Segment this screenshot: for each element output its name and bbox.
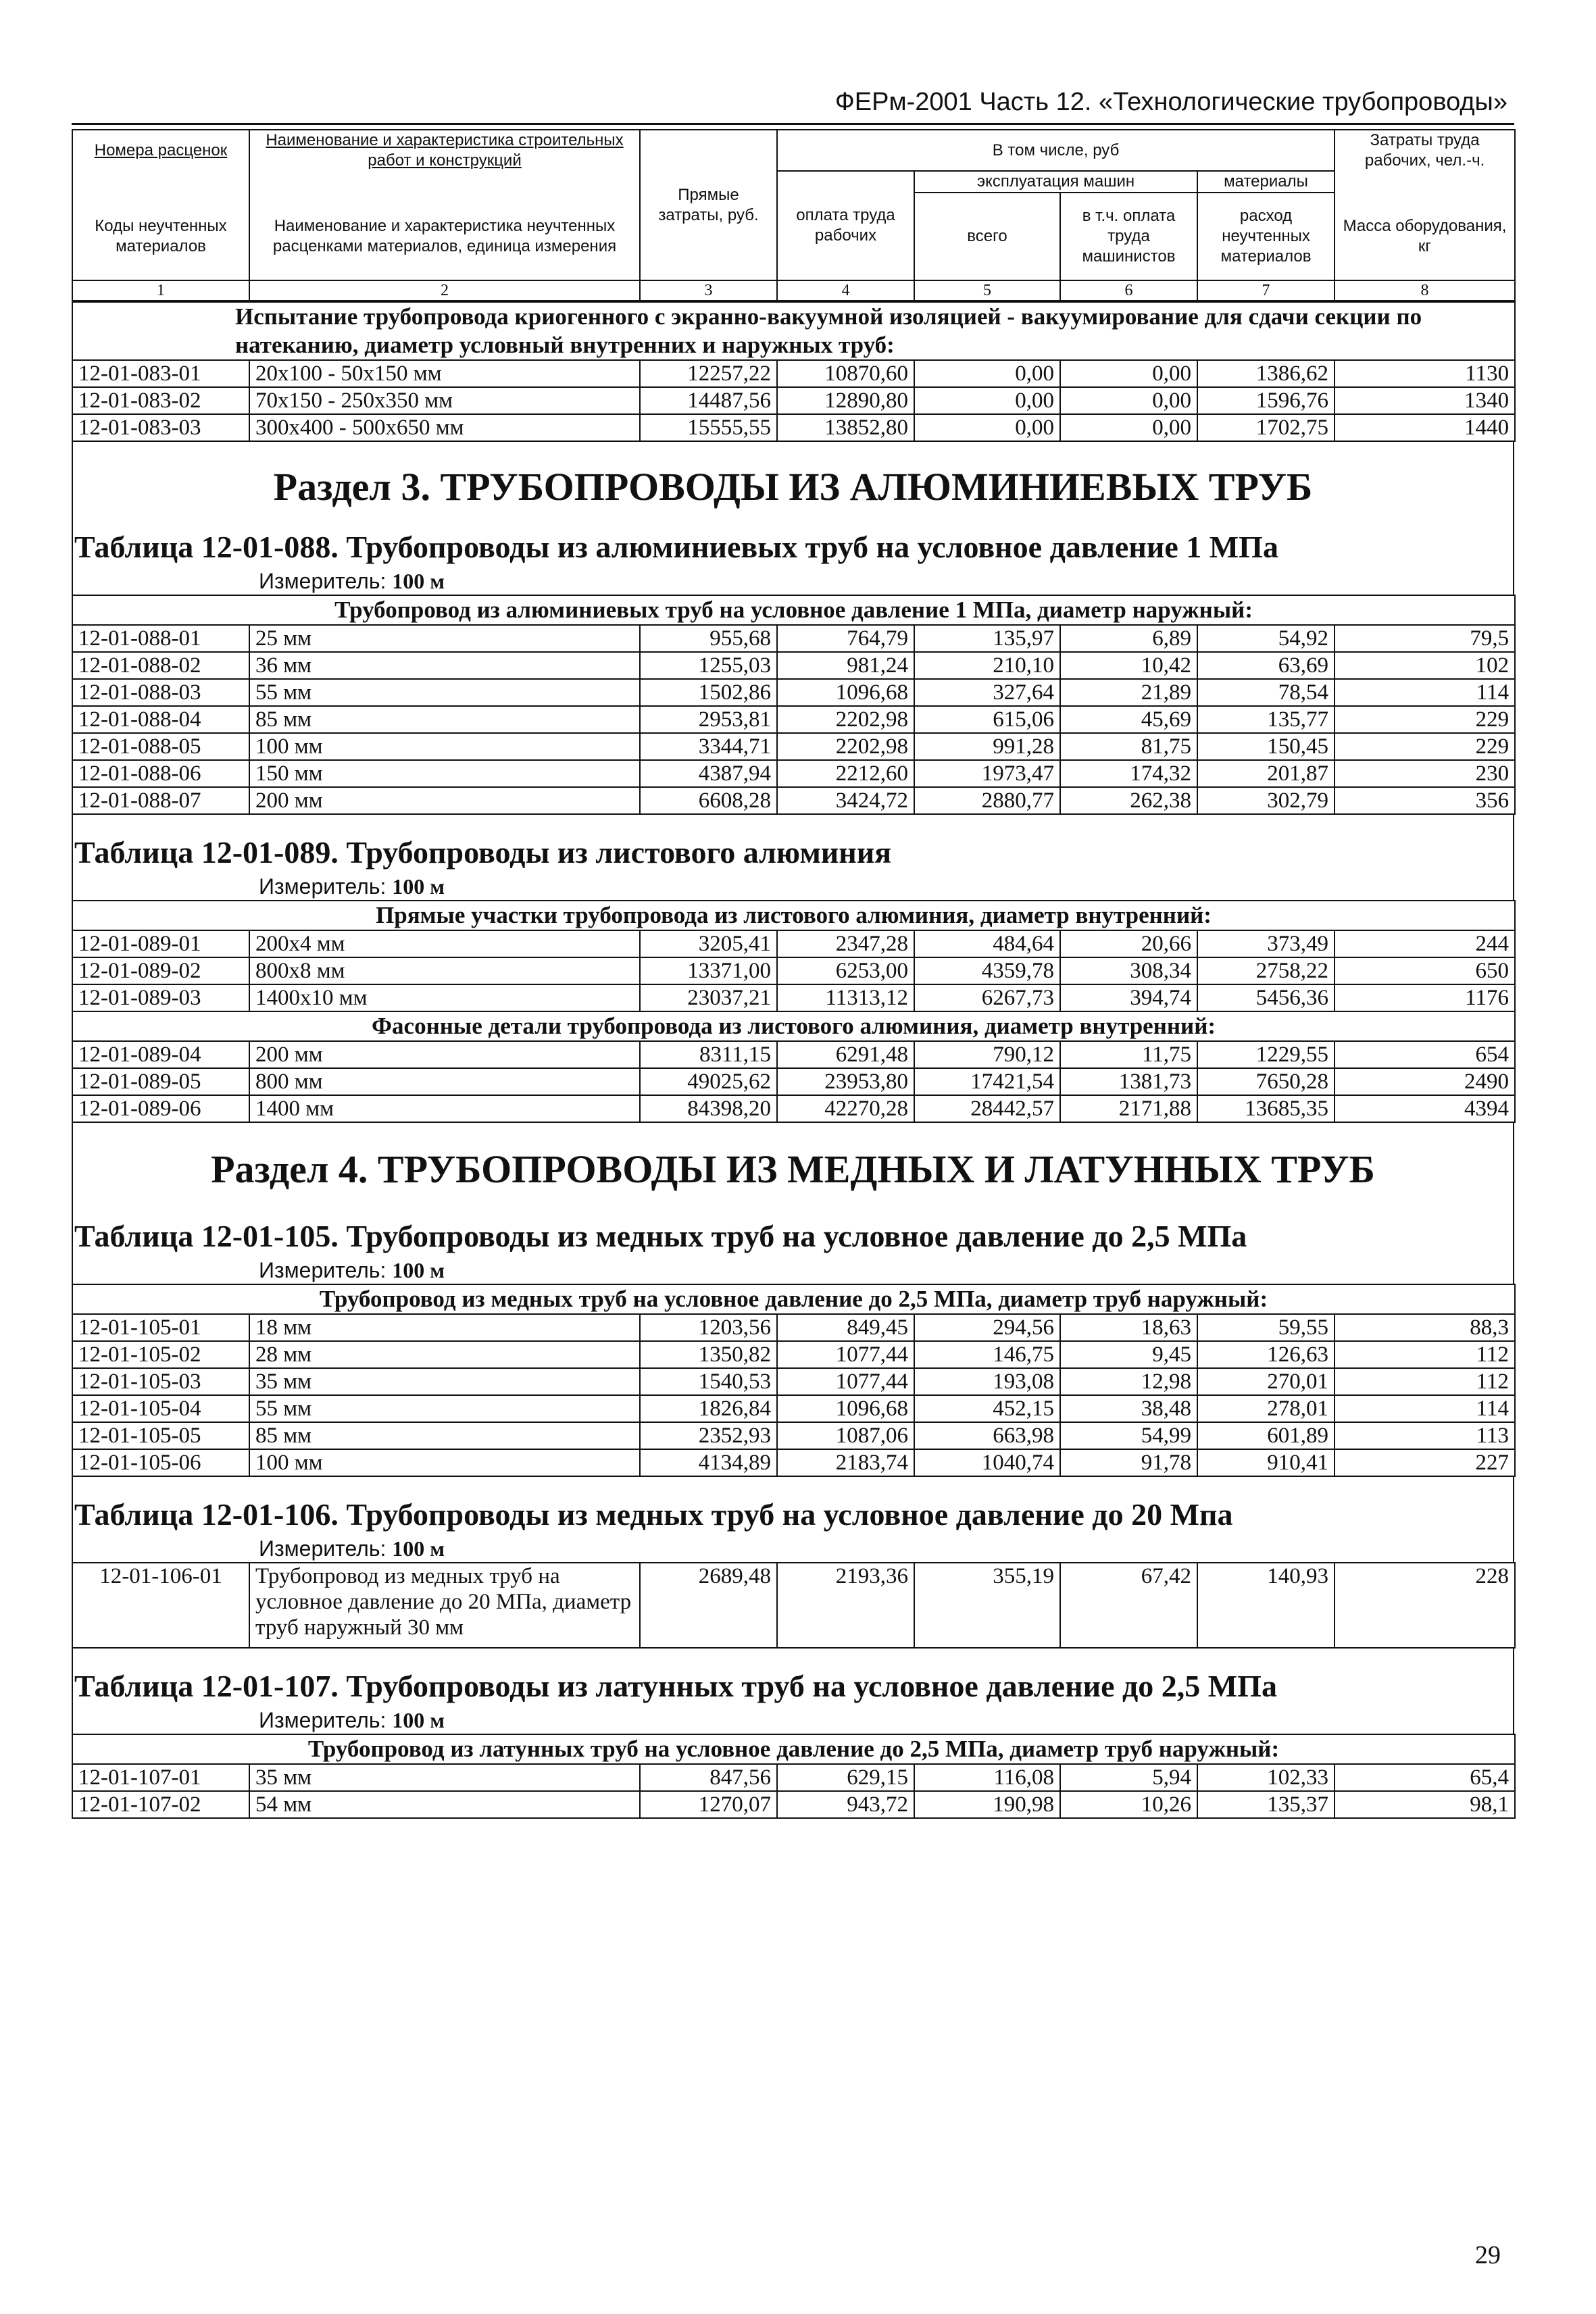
col1-bottom-label: Коды неучтенных материалов: [72, 193, 249, 280]
row-c8: 230: [1335, 760, 1515, 787]
table-row: [72, 679, 1515, 706]
t106-title-block: [72, 1477, 1514, 1562]
row-c8: 98,1: [1335, 1791, 1515, 1818]
row-c3: 2352,93: [640, 1422, 777, 1449]
col5-label: всего: [914, 193, 1060, 280]
table-row: [72, 1068, 1515, 1095]
row-c8: 356: [1335, 787, 1515, 814]
row-c7: 1702,75: [1197, 414, 1335, 441]
row-name: 100 мм: [249, 1449, 640, 1476]
measure-line: [73, 1707, 1513, 1734]
row-c6: 0,00: [1060, 414, 1197, 441]
row-c4: 6253,00: [777, 957, 914, 984]
row-c8: 654: [1335, 1041, 1515, 1068]
row-c6: 18,63: [1060, 1314, 1197, 1341]
row-code: 12-01-088-02: [72, 652, 249, 679]
row-c6: 91,78: [1060, 1449, 1197, 1476]
row-name: 25 мм: [249, 625, 640, 652]
row-c6: 10,42: [1060, 652, 1197, 679]
col3-label: Прямые затраты, руб.: [640, 130, 777, 280]
table-row: [72, 1395, 1515, 1422]
row-c8: 113: [1335, 1422, 1515, 1449]
table-083: [72, 301, 1516, 442]
row-c5: 2880,77: [914, 787, 1060, 814]
row-c4: 23953,80: [777, 1068, 914, 1095]
row-c3: 14487,56: [640, 387, 777, 414]
row-c5: 146,75: [914, 1341, 1060, 1368]
row-c6: 54,99: [1060, 1422, 1197, 1449]
table-row: [72, 1449, 1515, 1476]
row-c4: 764,79: [777, 625, 914, 652]
row-c4: 1077,44: [777, 1341, 914, 1368]
row-code: 12-01-088-07: [72, 787, 249, 814]
col-number: 2: [249, 280, 640, 301]
row-name: 100 мм: [249, 733, 640, 760]
row-code: 12-01-089-05: [72, 1068, 249, 1095]
row-c6: 308,34: [1060, 957, 1197, 984]
measure-label: Измеритель:: [259, 1708, 386, 1732]
row-c4: 2202,98: [777, 706, 914, 733]
row-c8: 114: [1335, 679, 1515, 706]
table-row: [72, 706, 1515, 733]
row-c7: 201,87: [1197, 760, 1335, 787]
col2-top-label: Наименование и характеристика строительных работ и конструкций: [266, 131, 624, 170]
table-106: [72, 1562, 1516, 1649]
row-c5: 210,10: [914, 652, 1060, 679]
row-c7: 63,69: [1197, 652, 1335, 679]
row-code: 12-01-089-01: [72, 930, 249, 957]
row-c5: 193,08: [914, 1368, 1060, 1395]
measure-value: 100 м: [392, 1258, 445, 1282]
row-c7: 1229,55: [1197, 1041, 1335, 1068]
row-c4: 2202,98: [777, 733, 914, 760]
row-name: 800x8 мм: [249, 957, 640, 984]
row-c6: 21,89: [1060, 679, 1197, 706]
row-c4: 13852,80: [777, 414, 914, 441]
row-name: 35 мм: [249, 1764, 640, 1791]
row-code: 12-01-088-03: [72, 679, 249, 706]
table-row: [72, 1341, 1515, 1368]
row-c4: 42270,28: [777, 1095, 914, 1122]
row-c5: 615,06: [914, 706, 1060, 733]
group-heading: Прямые участки трубопровода из листового алюминия, диаметр внутренний:: [72, 901, 1515, 930]
row-code: 12-01-105-05: [72, 1422, 249, 1449]
column-header-table: [72, 129, 1516, 301]
col4-label: оплата труда рабочих: [777, 171, 914, 280]
row-code: 12-01-107-01: [72, 1764, 249, 1791]
table-row: [72, 1368, 1515, 1395]
row-c7: 373,49: [1197, 930, 1335, 957]
t107-title-block: [72, 1649, 1514, 1734]
col-number: 5: [914, 280, 1060, 301]
row-name: 1400x10 мм: [249, 984, 640, 1011]
row-c5: 327,64: [914, 679, 1060, 706]
table-089: [72, 900, 1516, 1123]
row-c6: 262,38: [1060, 787, 1197, 814]
row-c6: 1381,73: [1060, 1068, 1197, 1095]
row-c3: 1270,07: [640, 1791, 777, 1818]
row-c7: 601,89: [1197, 1422, 1335, 1449]
row-code: 12-01-105-04: [72, 1395, 249, 1422]
col-number: 6: [1060, 280, 1197, 301]
row-c5: 135,97: [914, 625, 1060, 652]
row-c8: 227: [1335, 1449, 1515, 1476]
row-c3: 847,56: [640, 1764, 777, 1791]
row-c7: 140,93: [1197, 1563, 1335, 1648]
row-c3: 2953,81: [640, 706, 777, 733]
row-c3: 1502,86: [640, 679, 777, 706]
row-c6: 2171,88: [1060, 1095, 1197, 1122]
section-title: Раздел 3. ТРУБОПРОВОДЫ ИЗ АЛЮМИНИЕВЫХ ТРУБ: [273, 465, 1313, 509]
measure-label: Измеритель:: [259, 1258, 386, 1282]
group-heading: Трубопровод из латунных труб на условное давление до 2,5 МПа, диаметр труб наружный:: [72, 1734, 1515, 1764]
row-c7: 59,55: [1197, 1314, 1335, 1341]
row-c8: 112: [1335, 1368, 1515, 1395]
row-c8: 228: [1335, 1563, 1515, 1648]
row-c3: 49025,62: [640, 1068, 777, 1095]
row-name: 300x400 - 500x650 мм: [249, 414, 640, 441]
row-c7: 270,01: [1197, 1368, 1335, 1395]
row-c8: 102: [1335, 652, 1515, 679]
col-number: 4: [777, 280, 914, 301]
row-c7: 135,37: [1197, 1791, 1335, 1818]
row-c7: 78,54: [1197, 679, 1335, 706]
rows-107: [72, 1764, 1515, 1818]
row-c8: 244: [1335, 930, 1515, 957]
row-c6: 81,75: [1060, 733, 1197, 760]
row-c5: 1973,47: [914, 760, 1060, 787]
row-c4: 3424,72: [777, 787, 914, 814]
row-c4: 2347,28: [777, 930, 914, 957]
row-c4: 1096,68: [777, 1395, 914, 1422]
row-c5: 0,00: [914, 387, 1060, 414]
row-c8: 114: [1335, 1395, 1515, 1422]
table-row: [72, 733, 1515, 760]
col-number: 1: [72, 280, 249, 301]
row-c3: 3344,71: [640, 733, 777, 760]
rows-083: [72, 360, 1515, 441]
table-107: [72, 1734, 1516, 1819]
row-c7: 150,45: [1197, 733, 1335, 760]
table-row: [72, 984, 1515, 1011]
row-c5: 6267,73: [914, 984, 1060, 1011]
row-c6: 20,66: [1060, 930, 1197, 957]
running-header: ФЕРм-2001 Часть 12. «Технологические трубопроводы»: [72, 81, 1514, 125]
row-c3: 1350,82: [640, 1341, 777, 1368]
row-c5: 0,00: [914, 414, 1060, 441]
row-c3: 12257,22: [640, 360, 777, 387]
row-c5: 0,00: [914, 360, 1060, 387]
row-c4: 1077,44: [777, 1368, 914, 1395]
row-c3: 1540,53: [640, 1368, 777, 1395]
row-c6: 0,00: [1060, 387, 1197, 414]
row-c6: 394,74: [1060, 984, 1197, 1011]
row-c3: 955,68: [640, 625, 777, 652]
row-code: 12-01-105-02: [72, 1341, 249, 1368]
row-name: 85 мм: [249, 1422, 640, 1449]
row-c3: 8311,15: [640, 1041, 777, 1068]
table-row: [72, 1041, 1515, 1068]
row-code: 12-01-088-06: [72, 760, 249, 787]
row-c6: 0,00: [1060, 360, 1197, 387]
row-c5: 452,15: [914, 1395, 1060, 1422]
rows-105: [72, 1314, 1515, 1476]
col-number: 7: [1197, 280, 1335, 301]
measure-label: Измеритель:: [259, 569, 386, 593]
row-code: 12-01-088-05: [72, 733, 249, 760]
row-c4: 943,72: [777, 1791, 914, 1818]
measure-label: Измеритель:: [259, 874, 386, 899]
table-row: [72, 1791, 1515, 1818]
row-name: 18 мм: [249, 1314, 640, 1341]
materials-label: материалы: [1197, 171, 1335, 193]
row-c4: 11313,12: [777, 984, 914, 1011]
row-code: 12-01-106-01: [72, 1563, 249, 1648]
row-c5: 116,08: [914, 1764, 1060, 1791]
group-heading: Испытание трубопровода криогенного с экранно-вакуумной изоляцией - вакуумирование для сдачи секции по натеканию, диаметр условный внутренних и наружных труб:: [72, 302, 1515, 360]
row-code: 12-01-089-06: [72, 1095, 249, 1122]
row-c4: 1087,06: [777, 1422, 914, 1449]
row-c8: 88,3: [1335, 1314, 1515, 1341]
table-row: [72, 414, 1515, 441]
col8-bottom-label: Масса оборудования, кг: [1335, 193, 1515, 280]
table-row: [72, 625, 1515, 652]
document-page: [72, 81, 1514, 2270]
row-c5: 790,12: [914, 1041, 1060, 1068]
row-code: 12-01-088-04: [72, 706, 249, 733]
row-c7: 126,63: [1197, 1341, 1335, 1368]
row-c8: 2490: [1335, 1068, 1515, 1095]
row-code: 12-01-105-01: [72, 1314, 249, 1341]
table-row: [72, 387, 1515, 414]
table-105: [72, 1284, 1516, 1477]
row-c3: 84398,20: [640, 1095, 777, 1122]
row-c4: 849,45: [777, 1314, 914, 1341]
row-c3: 6608,28: [640, 787, 777, 814]
row-c3: 4134,89: [640, 1449, 777, 1476]
row-name: 85 мм: [249, 706, 640, 733]
row-c4: 10870,60: [777, 360, 914, 387]
row-c3: 13371,00: [640, 957, 777, 984]
row-name: 200 мм: [249, 787, 640, 814]
measure-value: 100 м: [392, 1708, 445, 1732]
row-c3: 15555,55: [640, 414, 777, 441]
t089-title-block: [72, 815, 1514, 900]
table-row: [72, 1314, 1515, 1341]
row-c6: 11,75: [1060, 1041, 1197, 1068]
row-name: 200x4 мм: [249, 930, 640, 957]
row-c7: 2758,22: [1197, 957, 1335, 984]
row-c4: 2183,74: [777, 1449, 914, 1476]
row-c4: 2212,60: [777, 760, 914, 787]
row-c8: 4394: [1335, 1095, 1515, 1122]
row-c4: 12890,80: [777, 387, 914, 414]
row-name: 20x100 - 50x150 мм: [249, 360, 640, 387]
col7-label: расход неучтенных материалов: [1197, 193, 1335, 280]
row-c7: 302,79: [1197, 787, 1335, 814]
row-c6: 174,32: [1060, 760, 1197, 787]
col8-top-label: Затраты труда рабочих, чел.-ч.: [1335, 130, 1515, 171]
row-c4: 1096,68: [777, 679, 914, 706]
table-title: Таблица 12-01-088. Трубопроводы из алюминиевых труб на условное давление 1 МПа: [74, 530, 1278, 564]
section-title: Раздел 4. ТРУБОПРОВОДЫ ИЗ МЕДНЫХ И ЛАТУННЫХ ТРУБ: [211, 1147, 1375, 1191]
row-name: 800 мм: [249, 1068, 640, 1095]
row-c6: 6,89: [1060, 625, 1197, 652]
row-c6: 9,45: [1060, 1341, 1197, 1368]
row-c5: 1040,74: [914, 1449, 1060, 1476]
table-row: [72, 930, 1515, 957]
row-code: 12-01-107-02: [72, 1791, 249, 1818]
row-c5: 17421,54: [914, 1068, 1060, 1095]
row-c5: 484,64: [914, 930, 1060, 957]
row-c3: 3205,41: [640, 930, 777, 957]
row-c7: 7650,28: [1197, 1068, 1335, 1095]
row-c5: 355,19: [914, 1563, 1060, 1648]
row-c5: 991,28: [914, 733, 1060, 760]
row-c4: 2193,36: [777, 1563, 914, 1648]
row-c8: 1340: [1335, 387, 1515, 414]
table-row: [72, 1422, 1515, 1449]
row-name: Трубопровод из медных труб на условное давление до 20 МПа, диаметр труб наружный 30 мм: [249, 1563, 640, 1648]
measure-line: [73, 1257, 1513, 1284]
row-code: 12-01-088-01: [72, 625, 249, 652]
row-c6: 10,26: [1060, 1791, 1197, 1818]
row-c8: 1440: [1335, 414, 1515, 441]
row-c8: 229: [1335, 706, 1515, 733]
rows-089b: [72, 1041, 1515, 1122]
row-code: 12-01-089-02: [72, 957, 249, 984]
row-code: 12-01-083-03: [72, 414, 249, 441]
table-row: [72, 652, 1515, 679]
measure-value: 100 м: [392, 1536, 445, 1561]
row-c7: 5456,36: [1197, 984, 1335, 1011]
row-c7: 13685,35: [1197, 1095, 1335, 1122]
row-name: 28 мм: [249, 1341, 640, 1368]
row-code: 12-01-083-02: [72, 387, 249, 414]
incl-label: В том числе, руб: [777, 130, 1335, 171]
measure-value: 100 м: [392, 569, 445, 593]
row-c8: 79,5: [1335, 625, 1515, 652]
row-c4: 981,24: [777, 652, 914, 679]
row-name: 200 мм: [249, 1041, 640, 1068]
row-c7: 54,92: [1197, 625, 1335, 652]
col6-label: в т.ч. оплата труда машинистов: [1060, 193, 1197, 280]
measure-label: Измеритель:: [259, 1536, 386, 1561]
row-c7: 910,41: [1197, 1449, 1335, 1476]
row-code: 12-01-083-01: [72, 360, 249, 387]
row-c3: 4387,94: [640, 760, 777, 787]
row-c4: 629,15: [777, 1764, 914, 1791]
col2-bottom-label: Наименование и характеристика неучтенных расценками материалов, единица измерения: [249, 193, 640, 280]
table-row: [72, 1095, 1515, 1122]
row-c6: 67,42: [1060, 1563, 1197, 1648]
row-c3: 2689,48: [640, 1563, 777, 1648]
table-title: Таблица 12-01-107. Трубопроводы из латунных труб на условное давление до 2,5 МПа: [74, 1669, 1277, 1703]
row-c5: 190,98: [914, 1791, 1060, 1818]
row-c8: 650: [1335, 957, 1515, 984]
row-code: 12-01-089-04: [72, 1041, 249, 1068]
table-row: [72, 760, 1515, 787]
row-c6: 38,48: [1060, 1395, 1197, 1422]
row-c5: 4359,78: [914, 957, 1060, 984]
row-c7: 1386,62: [1197, 360, 1335, 387]
rows-088: [72, 625, 1515, 814]
row-c3: 23037,21: [640, 984, 777, 1011]
row-c8: 1130: [1335, 360, 1515, 387]
row-c6: 45,69: [1060, 706, 1197, 733]
row-name: 1400 мм: [249, 1095, 640, 1122]
row-c8: 1176: [1335, 984, 1515, 1011]
row-c7: 1596,76: [1197, 387, 1335, 414]
table-title: Таблица 12-01-089. Трубопроводы из листового алюминия: [74, 835, 892, 870]
table-title: Таблица 12-01-105. Трубопроводы из медных труб на условное давление до 2,5 МПа: [74, 1219, 1247, 1253]
machines-label: эксплуатация машин: [914, 171, 1197, 193]
col-number: 8: [1335, 280, 1515, 301]
row-c5: 294,56: [914, 1314, 1060, 1341]
row-c4: 6291,48: [777, 1041, 914, 1068]
col1-top-label: Номера расценок: [94, 141, 228, 159]
row-name: 150 мм: [249, 760, 640, 787]
row-c8: 112: [1335, 1341, 1515, 1368]
row-name: 54 мм: [249, 1791, 640, 1818]
row-c7: 135,77: [1197, 706, 1335, 733]
group-heading: Фасонные детали трубопровода из листового алюминия, диаметр внутренний:: [72, 1011, 1515, 1041]
table-088: [72, 595, 1516, 815]
col-number: 3: [640, 280, 777, 301]
row-c6: 5,94: [1060, 1764, 1197, 1791]
row-code: 12-01-105-03: [72, 1368, 249, 1395]
table-row: [72, 787, 1515, 814]
row-c6: 12,98: [1060, 1368, 1197, 1395]
row-c7: 102,33: [1197, 1764, 1335, 1791]
row-c7: 278,01: [1197, 1395, 1335, 1422]
measure-line: [73, 568, 1513, 595]
group-heading: Трубопровод из алюминиевых труб на условное давление 1 МПа, диаметр наружный:: [72, 595, 1515, 625]
measure-line: [73, 873, 1513, 900]
row-c3: 1826,84: [640, 1395, 777, 1422]
measure-line: [73, 1535, 1513, 1562]
section4-block: [72, 1123, 1514, 1284]
row-c3: 1255,03: [640, 652, 777, 679]
row-c5: 663,98: [914, 1422, 1060, 1449]
table-row: [72, 957, 1515, 984]
row-name: 55 мм: [249, 679, 640, 706]
table-title: Таблица 12-01-106. Трубопроводы из медных труб на условное давление до 20 Мпа: [74, 1497, 1233, 1532]
measure-value: 100 м: [392, 874, 445, 899]
section3-block: [72, 442, 1514, 595]
group-heading: Трубопровод из медных труб на условное давление до 2,5 МПа, диаметр труб наружный:: [72, 1284, 1515, 1314]
row-code: 12-01-089-03: [72, 984, 249, 1011]
row-name: 70x150 - 250x350 мм: [249, 387, 640, 414]
row-c8: 229: [1335, 733, 1515, 760]
row-c3: 1203,56: [640, 1314, 777, 1341]
row-name: 36 мм: [249, 652, 640, 679]
row-name: 35 мм: [249, 1368, 640, 1395]
page-number: 29: [1475, 2241, 1501, 2269]
rows-089a: [72, 930, 1515, 1011]
row-c8: 65,4: [1335, 1764, 1515, 1791]
row-code: 12-01-105-06: [72, 1449, 249, 1476]
table-row: [72, 360, 1515, 387]
table-row: [72, 1764, 1515, 1791]
row-name: 55 мм: [249, 1395, 640, 1422]
row-c5: 28442,57: [914, 1095, 1060, 1122]
